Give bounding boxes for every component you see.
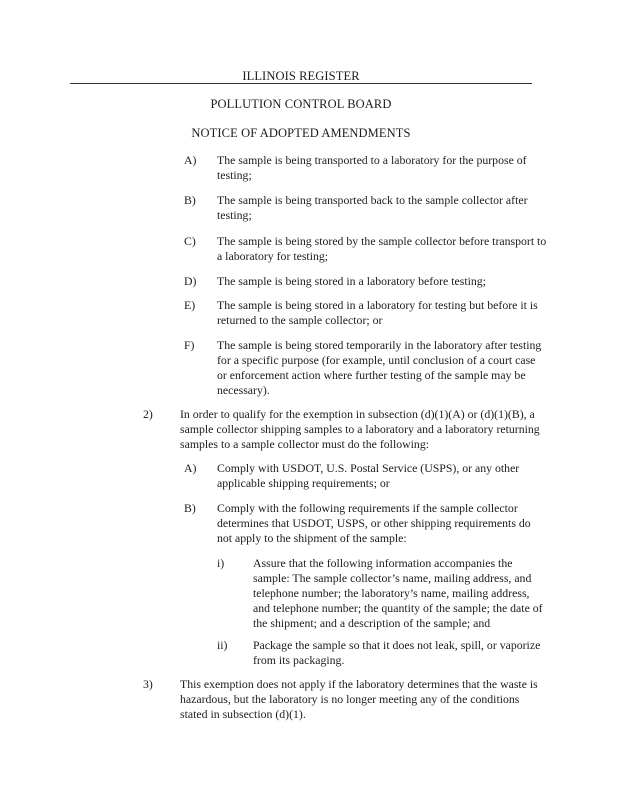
list-item-text: The sample is being stored in a laboratory before testing; bbox=[217, 274, 486, 288]
list-item-text: The sample is being stored temporarily in the laboratory after testing for a specific purpose (for example, until conclusion of a court case or enforcement action where further testing of the sample may be necessary). bbox=[217, 338, 542, 397]
list-item-label: E) bbox=[184, 298, 196, 312]
sub-item-text: Assure that the following information accompanies the sample: The sample collector’s name, mailing address, and telephone number; the laboratory’s name, mailing address, and telephone number; the quantity of the sample; the date of the shipment; and a description of the sample; and bbox=[253, 556, 543, 630]
list-item-text: The sample is being transported back to the sample collector after testing; bbox=[217, 193, 528, 222]
notice-title: NOTICE OF ADOPTED AMENDMENTS bbox=[191, 126, 411, 140]
paragraph-text: This exemption does not apply if the laboratory determines that the waste is hazardous, but the laboratory is no longer meeting any of the conditions stated in subsection (d)(1). bbox=[180, 677, 538, 721]
list-item-text: Comply with the following requirements if the sample collector determines that USDOT, USPS, or other shipping requirements do not apply to the shipment of the sample: bbox=[217, 501, 531, 545]
header-rule bbox=[70, 83, 532, 84]
list-item-label: A) bbox=[184, 461, 197, 475]
list-item-label: B) bbox=[184, 501, 196, 515]
paragraph-label: 2) bbox=[143, 407, 153, 421]
sub-item-label: ii) bbox=[217, 638, 228, 652]
paragraph-text: In order to qualify for the exemption in subsection (d)(1)(A) or (d)(1)(B), a sample collector shipping samples to a laboratory and a laboratory returning samples to a sample collector must do the following: bbox=[180, 407, 540, 451]
register-title: ILLINOIS REGISTER bbox=[242, 69, 360, 83]
list-item-text: The sample is being transported to a laboratory for the purpose of testing; bbox=[217, 153, 527, 182]
paragraph-label: 3) bbox=[143, 677, 153, 691]
list-item-label: C) bbox=[184, 234, 196, 248]
list-item-label: D) bbox=[184, 274, 197, 288]
list-item-text: Comply with USDOT, U.S. Postal Service (USPS), or any other applicable shipping requirements; or bbox=[217, 461, 520, 490]
sub-item-label: i) bbox=[217, 556, 225, 570]
list-item-label: F) bbox=[184, 338, 195, 352]
sub-item-text: Package the sample so that it does not leak, spill, or vaporize from its packaging. bbox=[253, 638, 541, 667]
list-item-label: B) bbox=[184, 193, 196, 207]
board-title: POLLUTION CONTROL BOARD bbox=[210, 97, 392, 111]
list-item-label: A) bbox=[184, 153, 197, 167]
list-item-text: The sample is being stored in a laboratory for testing but before it is returned to the sample collector; or bbox=[217, 298, 538, 327]
list-item-text: The sample is being stored by the sample collector before transport to a laboratory for testing; bbox=[217, 234, 547, 263]
